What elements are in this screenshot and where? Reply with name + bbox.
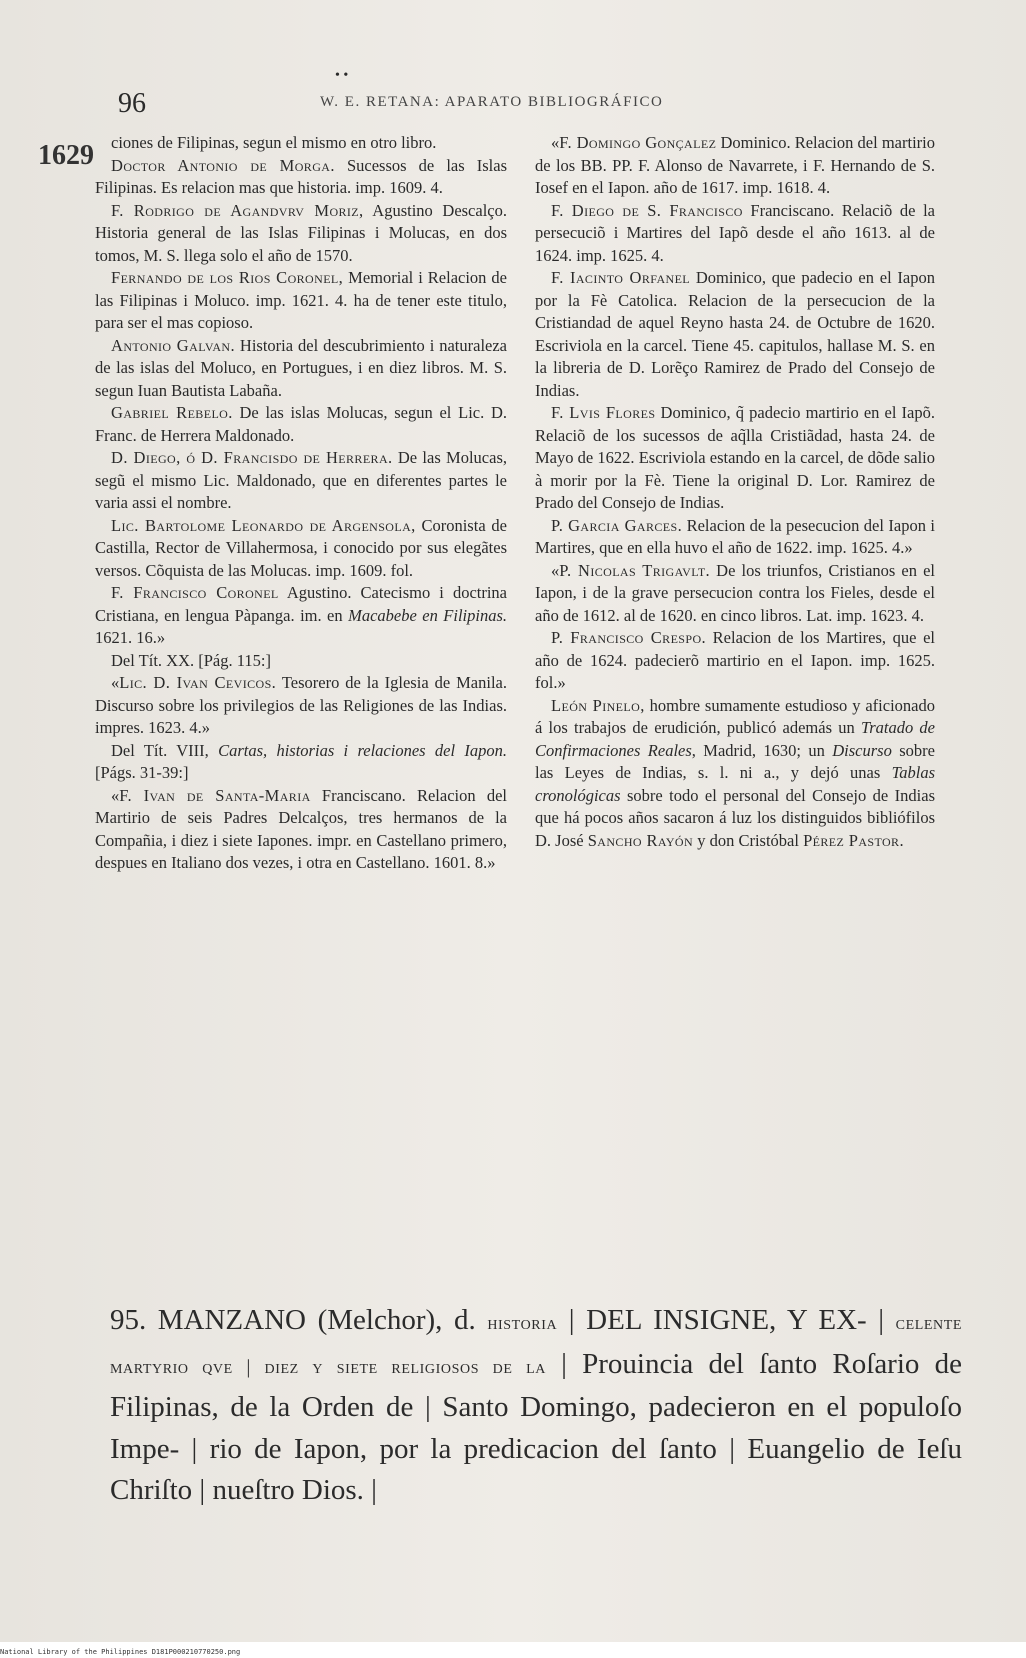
paragraph-plain: Del Tít. XX. [Pág. 115:] <box>111 650 271 670</box>
column-paragraph <box>95 335 507 403</box>
paragraph-it3: Tablas cronológicas <box>535 763 935 805</box>
column-paragraph <box>535 200 935 268</box>
paragraph-sc: Lic. Bartolome Leonardo de Argensola, <box>111 515 416 535</box>
paragraph-it2: Discurso <box>832 740 892 760</box>
paragraph-plain: hombre sumamente estudioso y aficionado á los trabajos de erudición, publicó además un <box>535 695 935 737</box>
paragraph-sc: Antonio Galvan. <box>111 335 235 355</box>
paragraph-sc: F. Rodrigo de Agandvrv Moriz, <box>111 200 364 220</box>
column-paragraph <box>95 155 507 200</box>
paragraph-sc: F. Domingo Gonçalez <box>559 133 717 152</box>
paragraph-sc: Gabriel Rebelo. <box>111 403 233 422</box>
paragraph-plain: Franciscano. Relacion del Martirio de seis Padres Delcalços, tres hermanos de la Compañia, i diez i siete Iapones. impr. en Castellano primero, despues en Italiano dos vezes, i otra en Castellano. 1601. 8.» <box>95 785 507 872</box>
paragraph-lead: « <box>111 673 120 692</box>
paragraph-plain: De las Molucas, segũ el mismo Lic. Maldonado, que en diferentes partes le varia assi el nombre. <box>95 448 507 512</box>
paragraph-tail2: sobre las Leyes de Indias, s. l. ni a., y dejó unas <box>535 740 935 782</box>
paragraph-plain: ciones de Filipinas, segun el mismo en otro libro. <box>111 133 437 152</box>
column-paragraph <box>535 695 935 853</box>
paragraph-lead: « <box>551 133 560 152</box>
scan-footer <box>0 1642 1026 1658</box>
paragraph-sc: F. Lvis Flores <box>551 403 656 422</box>
paragraph-sc: F. Ivan de Santa-Maria <box>119 785 311 805</box>
paragraph-it: Tratado de Confirmaciones Reales <box>535 718 935 760</box>
paragraph-it: Macabebe en Filipinas. <box>348 605 507 625</box>
paragraph-plain: Del Tít. VIII, <box>111 740 219 760</box>
column-paragraph <box>535 267 935 402</box>
column-paragraph <box>95 402 507 447</box>
paragraph-tail: 1621. 16.» <box>95 628 166 647</box>
column-paragraph <box>95 132 507 155</box>
paragraph-sc2: Sancho Rayón <box>587 830 694 850</box>
paragraph-plain: De los triunfos, Cristianos en el Iapon, i de la grave persecucion contra los Fieles, desde el año de 1612. al de 1620. en cinco libros. Lat. imp. 1623. 4. <box>535 560 935 625</box>
left-column <box>95 132 507 1287</box>
paragraph-plain: Relacion de la pesecucion del Iapon i Martires, que en ella huvo el año de 1622. imp. 1625. 4.» <box>535 515 935 557</box>
paragraph-plain: Historia del descubrimiento i naturaleza de las islas del Moluco, en Portugues, i en diez libros. M. S. segun Iuan Bautista Labaña. <box>95 335 507 400</box>
paragraph-plain: Agustino Descalço. Historia general de las Islas Filipinas i Molucas, en dos tomos, M. S. llega solo el año de 1570. <box>95 200 507 265</box>
column-paragraph <box>95 582 507 650</box>
entry-title-sc-1: historia <box>487 1312 558 1334</box>
paragraph-sc: León Pinelo, <box>551 695 645 715</box>
paragraph-plain: Dominico, que padecio en el Iapon por la Fè Catolica. Relacion de la persecucion de la Cristiandad de aquel Reyno hasta 24. de Octubre de 1620. Escriviola en la carcel. Tiene 45. capitulos, hallase M. S. en la libreria de D. Lorẽço Ramirez de Prado del Consejo de Indias. <box>535 268 935 400</box>
column-paragraph <box>95 267 507 335</box>
paragraph-tail: [Págs. 31-39:] <box>95 763 189 782</box>
column-paragraph <box>95 515 507 583</box>
paragraph-lead: « <box>551 560 560 580</box>
column-paragraph <box>535 560 935 628</box>
paragraph-plain: Dominico, q̃ padecio martirio en el Iapõ. Relaciõ de los sucessos de aq̃lla Cristiãdad, hasta 24. de Mayo de 1622. Escriviola estando en la carcel, de dõde salio à morir por la Fè. Tiene la original D. Lor. Ramirez de Prado del Consejo de Indias. <box>535 403 935 512</box>
entry-title-1: | DEL INSIGNE, Y EX- | <box>568 1304 885 1336</box>
entry-number: 95. <box>110 1304 147 1336</box>
paragraph-sc: Fernando de los Rios Coronel, <box>111 268 344 287</box>
scan-source-label: National Library of the Philippines D181P000210770250.png <box>0 1648 241 1656</box>
paragraph-sc: P. Francisco Crespo. <box>551 628 707 647</box>
column-paragraph <box>95 200 507 268</box>
paragraph-plain: Coronista de Castilla, Rector de Villahermosa, i conocido por sus elegãtes versos. Cõquista de las Molucas. imp. 1609. fol. <box>95 515 507 580</box>
paragraph-plain: Sucessos de las Islas Filipinas. Es relacion mas que historia. imp. 1609. 4. <box>95 155 507 197</box>
paragraph-sc: F. Francisco Coronel <box>111 583 279 602</box>
paragraph-it: Cartas, historias i relaciones del Iapon. <box>218 740 507 760</box>
paragraph-plain: De las islas Molucas, segun el Lic. D. Franc. de Herrera Maldonado. <box>95 403 507 445</box>
paragraph-lead: « <box>111 785 120 805</box>
paragraph-plain: Relacion de los Martires, que el año de 1624. padecierõ martirio en el Iapon. imp. 1625. fol.» <box>535 628 935 692</box>
paragraph-sc: Doctor Antonio de Morga. <box>111 155 335 175</box>
entry-title-body: | Prouincia del ſanto Roſario de Filipinas, de la Orden de | Santo Domingo, padecieron en el populoſo Impe- | rio de Iapon, por la predicacion del ſanto | Euangelio de Ieſu Chriſto | nueſtro Dios. | <box>110 1347 963 1506</box>
paragraph-sc: F. Iacinto Orfanel <box>551 268 691 287</box>
paragraph-plain: Franciscano. Relaciõ de la persecuciõ i Martires del Iapõ desde el año 1613. al de 1624. imp. 1625. 4. <box>535 200 935 265</box>
running-head: W. E. RETANA: APARATO BIBLIOGRÁFICO <box>320 94 664 110</box>
entry-title-sc-2: celente martyrio qve | diez y siete religiosos de la <box>110 1312 963 1378</box>
paragraph-plain: Memorial i Relacion de las Filipinas i Moluco. imp. 1621. 4. ha de tener este titulo, para ser el mas copioso. <box>95 268 507 332</box>
column-paragraph <box>95 672 507 740</box>
paragraph-sc: P. Nicolas Trigavlt. <box>559 560 711 580</box>
column-paragraph <box>535 132 935 200</box>
page-number: 96 <box>118 88 146 119</box>
paragraph-tail3: sobre todo el personal del Consejo de Indias que há pocos años sacaron á luz los distinguidos bibliófilos D. José <box>535 785 935 850</box>
paragraph-plain: Dominico. Relacion del martirio de los BB. PP. F. Alonso de Navarrete, i F. Hernando de S. Iosef en el Iapon. año de 1617. imp. 1618. 4. <box>535 133 935 197</box>
bibliographic-entry-95 <box>110 1300 963 1506</box>
column-paragraph <box>95 447 507 515</box>
paragraph-plain: Tesorero de la Iglesia de Manila. Discurso sobre los privilegios de las Religiones de las Indias. impres. 1623. 4.» <box>95 673 507 737</box>
paragraph-tail4: y don Cristóbal <box>693 830 804 850</box>
column-paragraph <box>95 650 507 673</box>
paragraph-sc: F. Diego de S. Francisco <box>551 200 743 220</box>
paragraph-sc: P. Garcia Garces. <box>551 515 683 535</box>
column-paragraph <box>95 740 507 785</box>
column-paragraph <box>535 402 935 515</box>
two-column-body <box>0 132 1026 1287</box>
year-marker: 1629 <box>38 140 94 171</box>
paragraph-tail: , Madrid, 1630; un <box>691 740 833 760</box>
column-paragraph <box>535 627 935 695</box>
entry-author: MANZANO (Melchor), d. <box>157 1304 476 1336</box>
page-header <box>0 68 1026 128</box>
right-column <box>535 132 935 1287</box>
ornament-marks: • • <box>335 68 349 83</box>
column-paragraph <box>95 785 507 875</box>
paragraph-plain: Agustino. Catecismo i doctrina Cristiana, en lengua Pàpanga. im. en <box>95 583 507 625</box>
paragraph-sc3: Pérez Pastor. <box>803 830 904 850</box>
column-paragraph <box>535 515 935 560</box>
paragraph-sc: Lic. D. Ivan Cevicos. <box>119 673 277 692</box>
paragraph-sc: D. Diego, ó D. Francisdo de Herrera. <box>111 448 393 467</box>
